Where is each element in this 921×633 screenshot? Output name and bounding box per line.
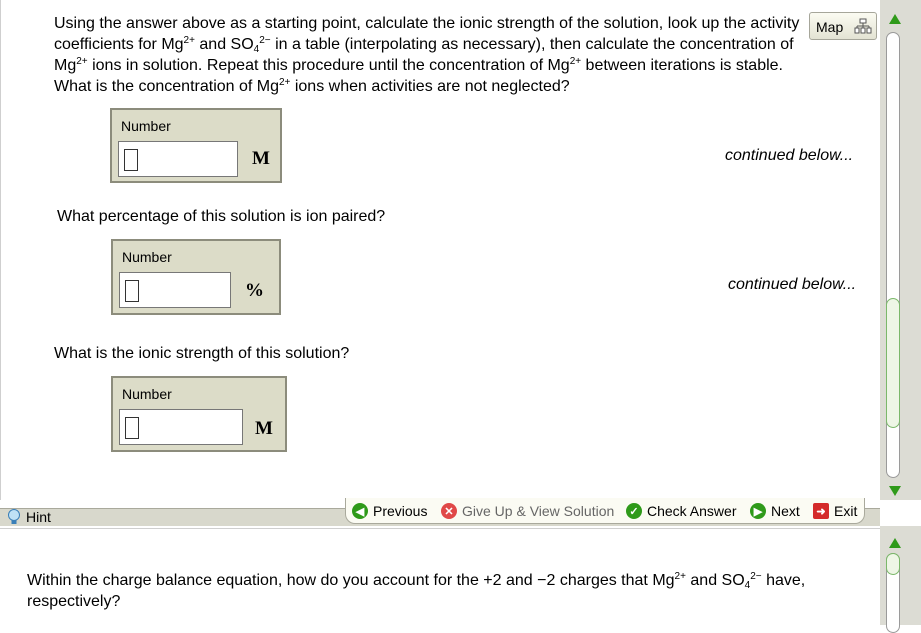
question-ionic-strength: What is the ionic strength of this solution? [54, 345, 350, 362]
arrow-left-icon: ◀ [352, 503, 368, 519]
answer-box-ionic-strength [111, 376, 287, 452]
check-answer-button[interactable] [626, 502, 736, 520]
text-caret [125, 417, 139, 439]
give-up-label: Give Up & View Solution [462, 503, 615, 519]
previous-button[interactable] [352, 502, 427, 520]
scroll-thumb[interactable] [886, 298, 900, 428]
exit-door-icon: ➜ [813, 503, 829, 519]
continued-note: continued below... [725, 147, 854, 164]
text-caret [124, 149, 138, 171]
ionic-strength-input[interactable] [119, 409, 243, 445]
next-label: Next [771, 503, 800, 519]
unit-label: % [245, 280, 264, 301]
scroll-down-arrow-icon[interactable] [889, 486, 901, 496]
exit-label: Exit [834, 503, 858, 519]
scroll-up-arrow-icon[interactable] [889, 538, 901, 548]
lightbulb-icon [5, 508, 23, 526]
give-up-button[interactable] [441, 502, 614, 520]
map-label: Map [816, 19, 844, 35]
number-label: Number [122, 249, 172, 265]
answer-box-percentage [111, 239, 281, 315]
answer-box-concentration [110, 108, 282, 183]
lower-scrollbar[interactable] [880, 526, 921, 625]
question-scrollbar[interactable] [880, 0, 921, 500]
arrow-right-icon: ▶ [750, 503, 766, 519]
scroll-up-arrow-icon[interactable] [889, 14, 901, 24]
scroll-thumb[interactable] [886, 553, 900, 575]
sitemap-icon [854, 18, 872, 34]
continued-note: continued below... [728, 276, 857, 293]
unit-label: M [255, 418, 273, 439]
question-text: Using the answer above as a starting point, calculate the ionic strength of the solution, look up the activity coefficients for $Mg^{2+}$ and $SO_4^{2-}$ in a table (interpolating as necessary), then calculate the concentration of $Mg^{2+}$ ions in solution. Repeat this procedure until the concentration of $Mg^{2+}$ between iterations is stable. What is the concentration of $Mg^{2+}$ ions when activities are not neglected? [54, 15, 800, 95]
text-caret [125, 280, 139, 302]
unit-label: M [252, 148, 270, 169]
hint-button[interactable] [0, 508, 51, 526]
check-answer-label: Check Answer [647, 503, 737, 519]
question-ion-paired: What percentage of this solution is ion paired? [57, 208, 386, 225]
number-label: Number [121, 118, 171, 134]
map-button[interactable] [809, 12, 877, 40]
exit-button[interactable] [813, 502, 857, 520]
number-label: Number [122, 386, 172, 402]
next-question-panel [0, 528, 880, 625]
next-question-text: Within the charge balance equation, how do you account for the +2 and −2 charges that $Mg^{2+}$ and $SO_4^{2-}$ have, respectively? [27, 571, 806, 610]
hint-label: Hint [26, 509, 51, 525]
previous-label: Previous [373, 503, 428, 519]
next-button[interactable] [750, 502, 800, 520]
check-icon: ✓ [626, 503, 642, 519]
concentration-input[interactable] [118, 141, 238, 177]
percentage-input[interactable] [119, 272, 231, 308]
cancel-x-icon: ✕ [441, 503, 457, 519]
